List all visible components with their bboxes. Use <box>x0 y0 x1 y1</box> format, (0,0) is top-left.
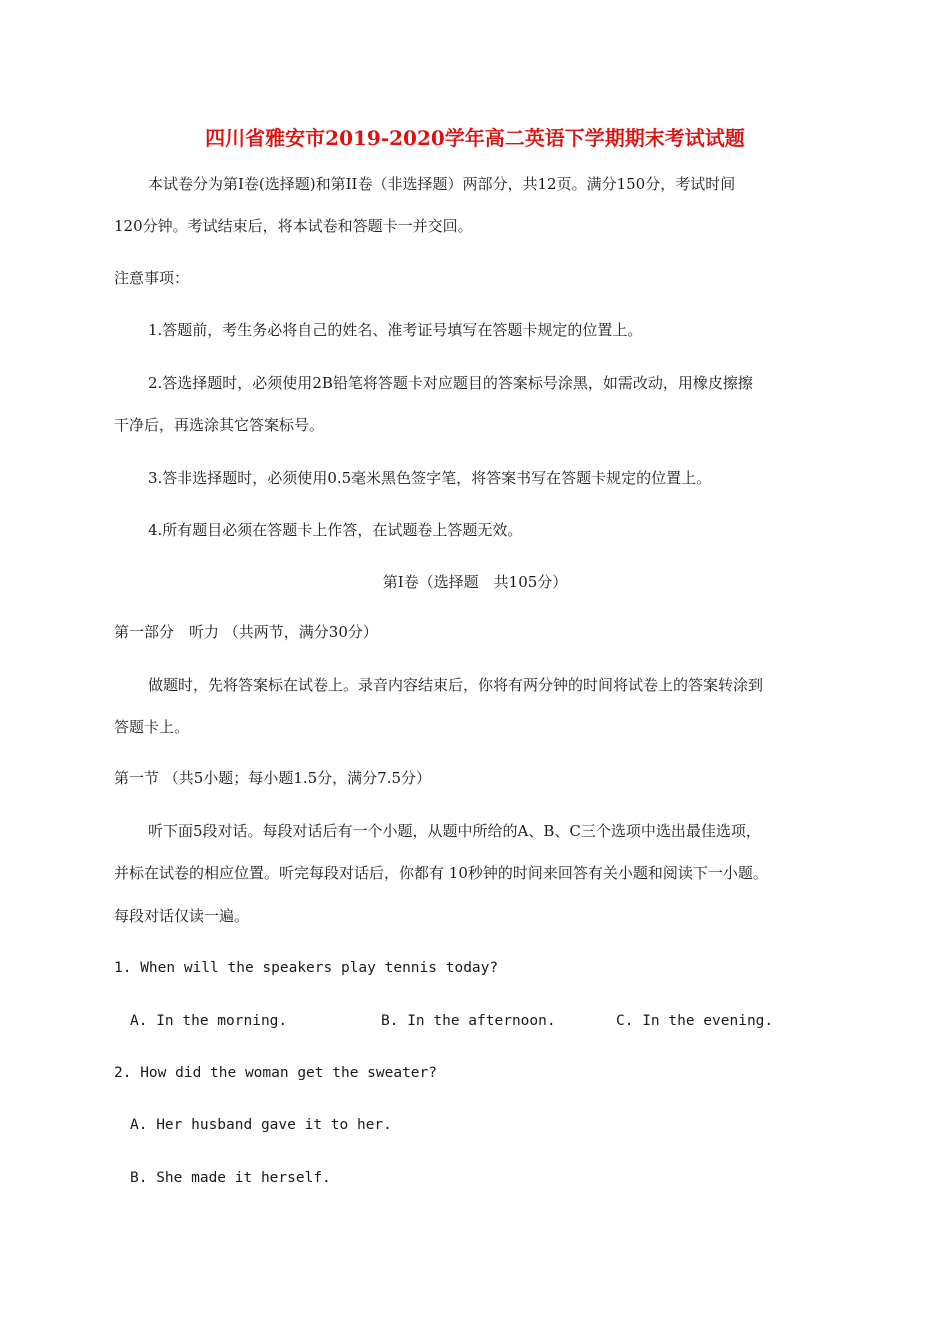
note-item-3: 3.答非选择题时，必须使用0.5毫米黑色签字笔，将答案书写在答题卡规定的位置上。 <box>148 469 712 487</box>
question-2-option-b: B. She made it herself. <box>130 1170 331 1186</box>
question-1-option-b: B. In the afternoon. <box>381 1013 556 1029</box>
question-1-stem: 1. When will the speakers play tennis today? <box>114 960 499 976</box>
note-item-2-line-2: 干净后，再选涂其它答案标号。 <box>114 416 325 434</box>
intro-line-2: 120分钟。考试结束后，将本试卷和答题卡一并交回。 <box>114 217 473 235</box>
section-1-instructions-line-2: 并标在试卷的相应位置。听完每段对话后，你都有 10秒钟的时间来回答有关小题和阅读下一小题。 <box>114 864 768 882</box>
note-item-4: 4.所有题目必须在答题卡上作答，在试题卷上答题无效。 <box>148 521 523 539</box>
question-2-stem: 2. How did the woman get the sweater? <box>114 1065 438 1081</box>
note-item-1: 1.答题前，考生务必将自己的姓名、准考证号填写在答题卡规定的位置上。 <box>148 321 643 339</box>
exam-title: 四川省雅安市2019-2020学年高二英语下学期期末考试试题 <box>205 126 745 150</box>
section-1-heading: 第一节 （共5小题；每小题1.5分，满分7.5分） <box>114 769 432 787</box>
volume-1-heading: 第Ⅰ卷（选择题 共105分） <box>382 573 568 591</box>
notes-heading: 注意事项： <box>114 269 190 287</box>
question-1-option-a: A. In the morning. <box>130 1013 288 1029</box>
part-1-instructions-line-2: 答题卡上。 <box>114 718 190 736</box>
section-1-instructions-line-3: 每段对话仅读一遍。 <box>114 907 250 925</box>
intro-line-1: 本试卷分为第Ⅰ卷(选择题)和第II卷（非选择题）两部分，共12页。满分150分，考试时间 <box>148 175 736 193</box>
section-1-instructions-line-1: 听下面5段对话。每段对话后有一个小题，从题中所给的A、B、C三个选项中选出最佳选项， <box>148 822 761 840</box>
question-2-option-a: A. Her husband gave it to her. <box>130 1117 392 1133</box>
question-1-option-c: C. In the evening. <box>616 1013 774 1029</box>
note-item-2-line-1: 2.答选择题时，必须使用2B铅笔将答题卡对应题目的答案标号涂黑，如需改动，用橡皮擦擦 <box>148 374 753 392</box>
part-1-instructions-line-1: 做题时，先将答案标在试卷上。录音内容结束后，你将有两分钟的时间将试卷上的答案转涂到 <box>148 676 764 694</box>
part-1-heading: 第一部分 听力 （共两节，满分30分） <box>114 623 378 641</box>
